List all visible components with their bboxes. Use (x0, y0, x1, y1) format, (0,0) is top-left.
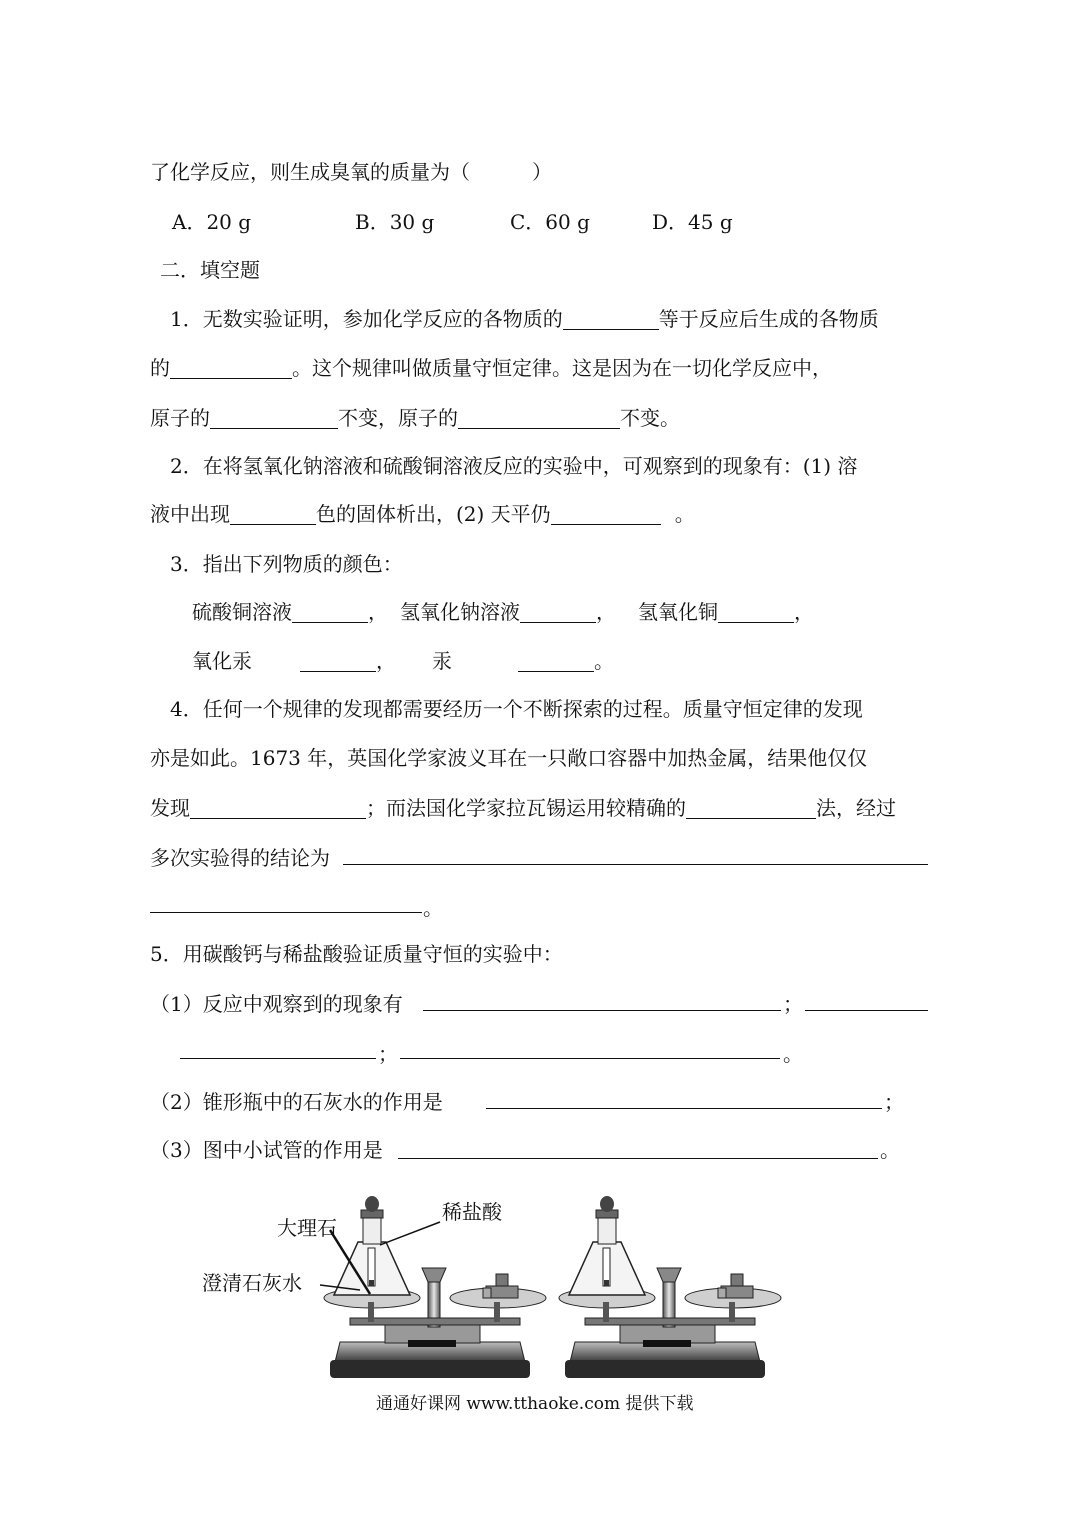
left-balance (320, 1196, 546, 1378)
q5-sep-3: ； (884, 1090, 904, 1114)
comma: ， (376, 649, 396, 673)
q2-text-c: 。 (674, 502, 695, 526)
substance-mercury: 汞 (432, 649, 452, 673)
label-dilute-acid: 稀盐酸 (442, 1200, 502, 1224)
q1-text-e: 原子的 (150, 406, 210, 430)
substance-sodium-hydroxide: 氢氧化钠溶液 (400, 600, 520, 624)
q1-text-g: 不变。 (620, 406, 680, 430)
q4-line1: 4．任何一个规律的发现都需要经历一个不断探索的过程。质量守恒定律的发现 (170, 697, 863, 721)
q2-text-b: 色的固体析出，(2) 天平仍 (316, 502, 551, 526)
q5-end-1: 。 (783, 1042, 803, 1066)
q2-line2 (150, 500, 695, 528)
q1-line2 (150, 354, 832, 382)
footer: 通通好课网 www.tthaoke.com 提供下载 (376, 1394, 694, 1414)
q5-blank-1[interactable] (423, 1010, 781, 1011)
q1-blank-2[interactable] (170, 356, 292, 379)
option-c: C．60 g (510, 210, 590, 234)
q4-blank-4[interactable] (150, 912, 422, 913)
comma: ， (596, 600, 616, 624)
q5-sep-2: ； (378, 1042, 398, 1066)
q3-title: 3．指出下列物质的颜色： (170, 552, 403, 576)
q4-line4: 多次实验得的结论为 (150, 846, 330, 870)
q4-text-c: 法，经过 (816, 796, 896, 820)
question-tail (150, 158, 552, 186)
q4-blank-2[interactable] (686, 796, 816, 819)
q5-blank-4[interactable] (400, 1058, 780, 1059)
q1-text-a: 1．无数实验证明，参加化学反应的各物质的 (170, 307, 563, 331)
option-b: B．30 g (355, 210, 435, 234)
q5-end-2: 。 (880, 1138, 900, 1162)
period: 。 (594, 649, 614, 673)
q1-text-d: 。这个规律叫做质量守恒定律。这是因为在一切化学反应中， (292, 356, 832, 380)
q4-blank-3[interactable] (343, 864, 928, 865)
right-balance (559, 1196, 781, 1378)
q2-text-a: 液中出现 (150, 502, 230, 526)
q3-row1 (192, 598, 814, 626)
q4-line2: 亦是如此。1673 年，英国化学家波义耳在一只敞口容器中加热金属，结果他仅仅 (150, 746, 868, 770)
option-a: A．20 g (172, 210, 252, 234)
q4-text-b: ；而法国化学家拉瓦锡运用较精确的 (366, 796, 686, 820)
q3-blank-2[interactable] (520, 600, 596, 623)
q5-blank-2[interactable] (805, 1010, 928, 1011)
q1-text-c: 的 (150, 356, 170, 380)
q5-blank-5[interactable] (486, 1108, 882, 1109)
q5-blank-6[interactable] (398, 1158, 878, 1159)
q1-blank-3[interactable] (210, 406, 338, 429)
q4-end: 。 (423, 896, 443, 920)
q4-line3 (150, 794, 896, 822)
q1-blank-4[interactable] (458, 406, 620, 429)
q1-text-b: 等于反应后生成的各物质 (658, 307, 879, 331)
comma: ， (794, 600, 814, 624)
label-marble: 大理石 (277, 1216, 337, 1240)
q5-title: 5．用碳酸钙与稀盐酸验证质量守恒的实验中： (150, 942, 563, 966)
q1-line1 (170, 305, 879, 333)
q3-blank-5[interactable] (518, 649, 594, 672)
q4-text-a: 发现 (150, 796, 190, 820)
q3-blank-4[interactable] (300, 649, 376, 672)
q5-part2: （2）锥形瓶中的石灰水的作用是 (150, 1090, 443, 1114)
q2-blank-2[interactable] (551, 502, 661, 525)
q1-line3 (150, 404, 680, 432)
substance-mercury-oxide: 氧化汞 (192, 649, 252, 673)
question-tail-text: 了化学反应，则生成臭氧的质量为（ (150, 160, 470, 184)
q5-sep-1: ； (783, 992, 803, 1016)
q3-blank-3[interactable] (718, 600, 794, 623)
question-tail-close: ） (532, 160, 552, 184)
q2-line1: 2．在将氢氧化钠溶液和硫酸铜溶液反应的实验中，可观察到的现象有：(1) 溶 (170, 454, 858, 478)
substance-copper-sulfate: 硫酸铜溶液 (192, 600, 292, 624)
comma: ， (368, 600, 388, 624)
section-title: 二．填空题 (160, 258, 260, 282)
q4-blank-1[interactable] (190, 796, 366, 819)
q2-blank-1[interactable] (230, 502, 316, 525)
q1-text-f: 不变，原子的 (338, 406, 458, 430)
q1-blank-1[interactable] (563, 307, 659, 330)
q5-part1: （1）反应中观察到的现象有 (150, 992, 403, 1016)
q5-part3: （3）图中小试管的作用是 (150, 1138, 383, 1162)
q3-row2 (192, 647, 614, 675)
label-limewater: 澄清石灰水 (202, 1271, 302, 1295)
q5-blank-3[interactable] (180, 1058, 376, 1059)
q3-blank-1[interactable] (292, 600, 368, 623)
substance-copper-hydroxide: 氢氧化铜 (638, 600, 718, 624)
option-d: D．45 g (652, 210, 733, 234)
